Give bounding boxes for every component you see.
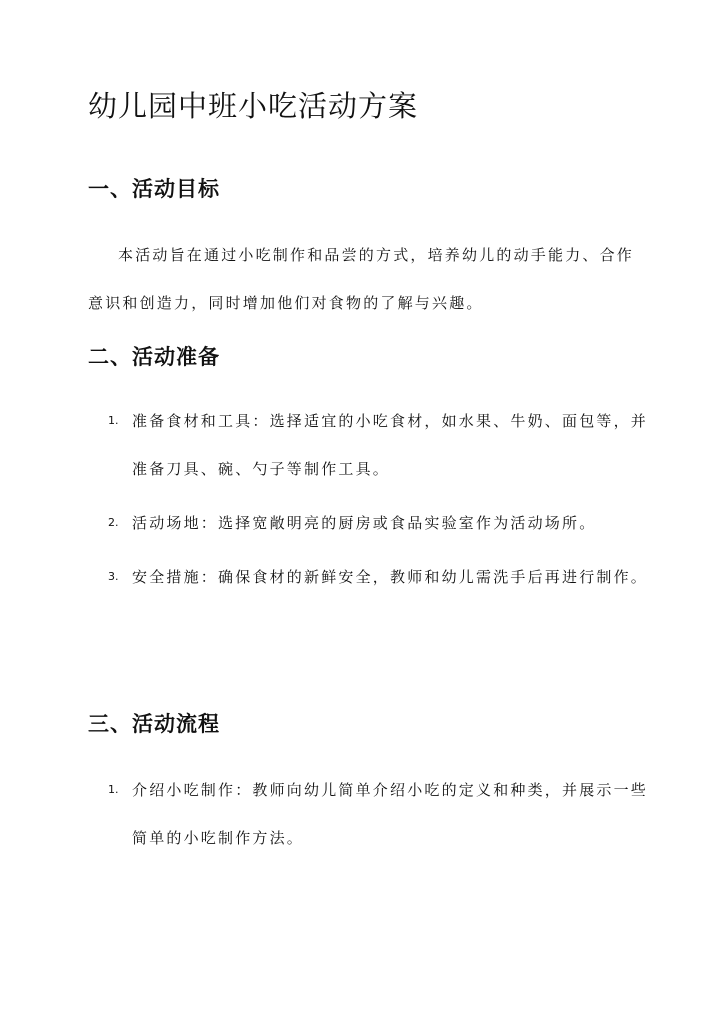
list-number: 2. — [108, 516, 119, 529]
list-item-text: 介绍小吃制作：教师向幼儿简单介绍小吃的定义和种类，并展示一些简单的小吃制作方法。 — [132, 781, 649, 847]
section-heading-goals: 一、活动目标 — [88, 176, 220, 201]
section-paragraph-goals — [88, 231, 648, 327]
preparation-list — [88, 397, 648, 607]
list-number: 3. — [108, 570, 119, 583]
list-item-text: 安全措施：确保食材的新鲜安全，教师和幼儿需洗手后再进行制作。 — [132, 568, 649, 586]
document-title: 幼儿园中班小吃活动方案 — [88, 89, 419, 123]
list-item — [88, 766, 648, 862]
list-item — [88, 397, 648, 493]
list-item-text: 准备食材和工具：选择适宜的小吃食材，如水果、牛奶、面包等，并准备刀具、碗、勺子等制作工具。 — [132, 412, 649, 478]
list-item-text: 活动场地：选择宽敞明亮的厨房或食品实验室作为活动场所。 — [132, 514, 597, 532]
list-item — [88, 499, 648, 547]
list-item — [88, 553, 648, 601]
list-number: 1. — [108, 783, 119, 796]
paragraph-text: 本活动旨在通过小吃制作和品尝的方式，培养幼儿的动手能力、合作意识和创造力，同时增加他们对食物的了解与兴趣。 — [88, 246, 635, 312]
list-number: 1. — [108, 414, 119, 427]
section-heading-process: 三、活动流程 — [88, 711, 220, 736]
process-list — [88, 766, 648, 868]
section-heading-preparation: 二、活动准备 — [88, 344, 220, 369]
